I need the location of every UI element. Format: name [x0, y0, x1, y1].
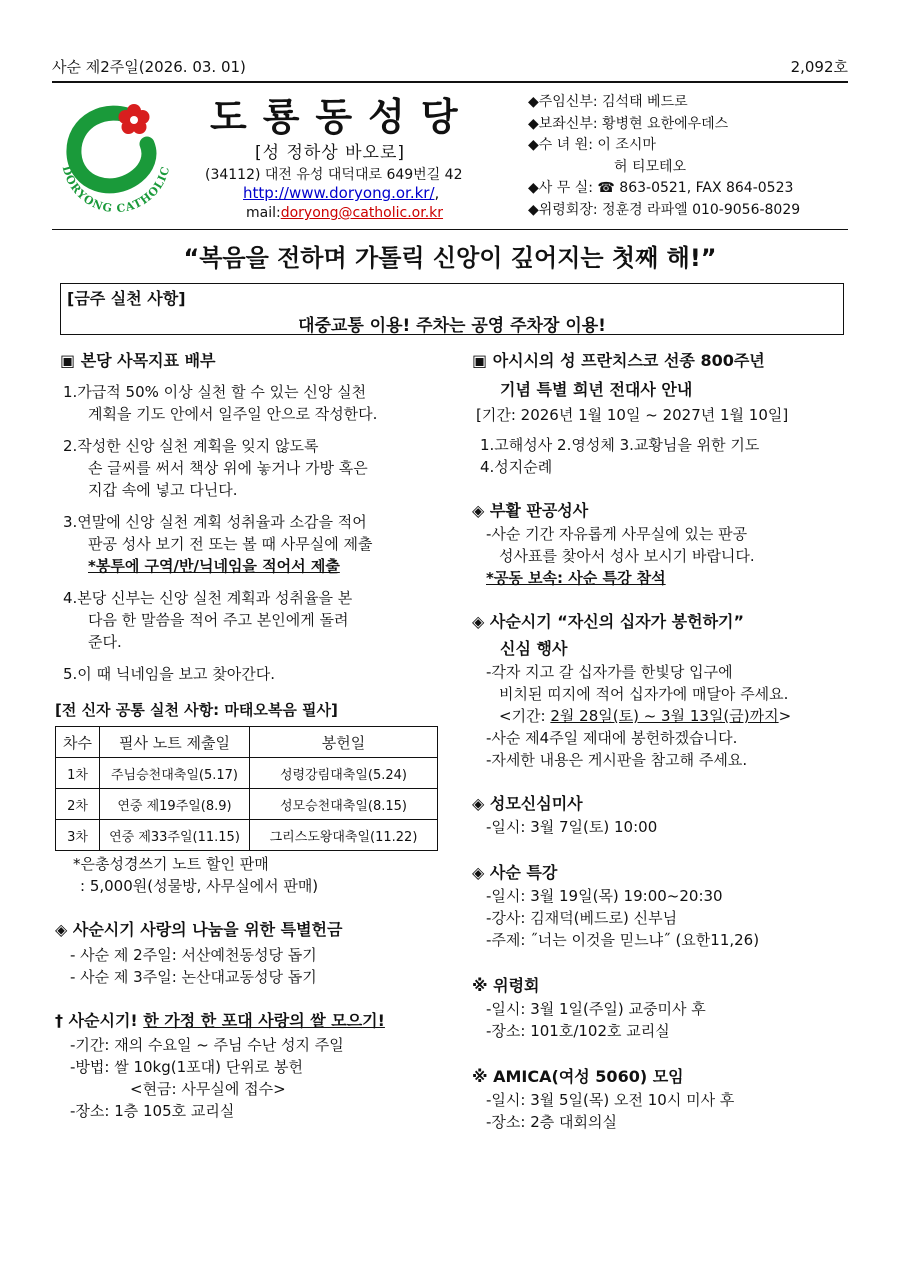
cross-line-1: -각자 지고 갈 십자가를 한빛당 입구에 [486, 663, 733, 681]
confession-line-2: 성사표를 찾아서 성사 보시기 바랍니다. [499, 547, 755, 565]
table-header-cell: 필사 노트 제출일 [100, 727, 250, 758]
pastoral-item-2-line-1: 2.작성한 신앙 실천 계획을 잊지 않도록 [63, 437, 319, 455]
lecture-line-1: -일시: 3월 19일(목) 19:00~20:30 [486, 887, 723, 905]
pastoral-item-4-line-2: 다음 한 말씀을 적어 주고 본인에게 돌려 [88, 611, 349, 629]
rice-title-prefix: † 사순시기! [55, 1011, 144, 1030]
amica-title: ※ AMICA(여성 5060) 모임 [472, 1067, 684, 1086]
table-cell: 연중 제33주일(11.15) [100, 820, 250, 851]
rice-period: -기간: 재의 수요일 ~ 주님 수난 성지 주일 [70, 1036, 344, 1054]
cross-line-2: 비치된 띠지에 적어 십자가에 매달아 주세요. [499, 685, 789, 703]
table-cell: 성령강림대축일(5.24) [250, 758, 438, 789]
doryong-catholic-logo [52, 96, 182, 216]
staff-office: ◆사 무 실: ☎ 863-0521, FAX 864-0523 [528, 180, 794, 196]
mass-title: ◈ 성모신심미사 [472, 794, 583, 813]
table-row [56, 758, 438, 789]
bible-copy-table [55, 726, 438, 851]
pastoral-item-4-line-3: 준다. [88, 633, 122, 651]
table-cell: 연중 제19주일(8.9) [100, 789, 250, 820]
pastoral-item-1-line-1: 1.가급적 50% 이상 실천 할 수 있는 신앙 실천 [63, 383, 367, 401]
table-cell: 3차 [56, 820, 100, 851]
table-cell: 성모승천대축일(8.15) [250, 789, 438, 820]
memorial-line-2: -장소: 101호/102호 교리실 [486, 1022, 670, 1040]
pastoral-item-5-line-1: 5.이 때 닉네임을 보고 찾아간다. [63, 665, 276, 683]
amica-line-1: -일시: 3월 5일(목) 오전 10시 미사 후 [486, 1091, 735, 1109]
bible-note-1: *은총성경쓰기 노트 할인 판매 [73, 855, 269, 873]
mail-line [246, 205, 443, 221]
staff-assistant: ◆보좌신부: 황병현 요한에우데스 [528, 115, 729, 132]
pastoral-item-3-line-3: *봉투에 구역/반/닉네임을 적어서 제출 [88, 557, 340, 575]
lecture-line-3: -주제: ˝너는 이것을 믿느냐˝ (요한11,26) [486, 931, 760, 949]
jubilee-items-2: 4.성지순례 [480, 458, 553, 476]
lecture-title: ◈ 사순 특강 [472, 863, 558, 882]
issue-number: 2,092호 [790, 58, 848, 76]
pastoral-item-4 [63, 587, 445, 653]
memorial-title: ※ 위령회 [472, 976, 540, 995]
table-cell: 2차 [56, 789, 100, 820]
top-bar [52, 56, 848, 77]
table-cell: 그리스도왕대축일(11.22) [250, 820, 438, 851]
rice-title [55, 1008, 445, 1031]
weekly-practice-box [60, 283, 844, 335]
staff-memorial-head: ◆위령회장: 정훈경 라파엘 010-9056-8029 [528, 201, 801, 218]
jubilee-period: [기간: 2026년 1월 10일 ~ 2027년 1월 10일] [476, 406, 789, 424]
pastoral-title: ▣ 본당 사목지표 배부 [60, 351, 216, 370]
table-header-cell: 차수 [56, 727, 100, 758]
top-divider [52, 81, 848, 83]
parish-address: (34112) 대전 유성 대덕대로 649번길 42 [205, 167, 463, 183]
mail-label: mail: [246, 205, 281, 221]
website-link[interactable]: http://www.doryong.or.kr/ [243, 184, 435, 202]
slogan: “복음을 전하며 가톨릭 신앙이 깊어지는 첫째 해!” [183, 244, 717, 272]
weekly-practice-text: 대중교통 이용! 주차는 공영 주차장 이용! [298, 316, 606, 336]
amica-line-2: -장소: 2층 대회의실 [486, 1113, 617, 1131]
patron-saint: [성 정하상 바오로] [255, 143, 406, 163]
table-row [56, 789, 438, 820]
cross-line-3 [474, 705, 852, 727]
confession-title: ◈ 부활 판공성사 [472, 501, 589, 520]
pastoral-item-3-line-2: 판공 성사 보기 전 또는 볼 때 사무실에 제출 [88, 535, 373, 553]
parish-name: 도룡동성당 [210, 95, 474, 139]
rice-place: -장소: 1층 105호 교리실 [70, 1102, 235, 1120]
logo-text: DORYONG CATHOLIC [59, 164, 173, 216]
pastoral-item-1 [63, 381, 445, 425]
header-divider [52, 229, 848, 230]
staff-sister-2: 허 티모테오 [614, 158, 687, 175]
cross-period-prefix: <기간: [499, 707, 551, 725]
cross-title-1: ◈ 사순시기 “자신의 십자가 봉헌하기” [472, 612, 745, 631]
website-suffix: , [434, 184, 440, 202]
staff-pastor: ◆주임신부: 김석태 베드로 [528, 94, 688, 110]
offering-title: ◈ 사순시기 사랑의 나눔을 위한 특별헌금 [55, 920, 343, 939]
bible-copy-title: [전 신자 공통 실천 사항: 마태오복음 필사] [55, 701, 338, 719]
pastoral-item-5 [63, 663, 445, 685]
weekly-practice-title: [금주 실천 사항] [67, 289, 186, 308]
offering-item-2: - 사순 제 3주일: 논산대교동성당 돕기 [70, 968, 317, 986]
table-cell: 1차 [56, 758, 100, 789]
pastoral-item-4-line-1: 4.본당 신부는 신앙 실천 계획과 성취율을 본 [63, 589, 353, 607]
cross-title-2: 신심 행사 [500, 639, 568, 658]
table-row [56, 820, 438, 851]
lecture-line-2: -강사: 김재덕(베드로) 신부님 [486, 909, 678, 927]
cross-period-suffix: > [778, 707, 792, 725]
pastoral-item-3-line-1: 3.연말에 신앙 실천 계획 성취율과 소감을 적어 [63, 513, 367, 531]
rice-title-underlined: 한 가정 한 포대 사랑의 쌀 모으기! [143, 1011, 385, 1030]
staff-list [528, 92, 800, 221]
table-cell: 주님승천대축일(5.17) [100, 758, 250, 789]
pastoral-item-2-line-2: 손 글씨를 써서 책상 위에 놓거나 가방 혹은 [88, 459, 368, 477]
left-column [55, 348, 445, 1122]
jubilee-items-1: 1.고해성사 2.영성체 3.교황님을 위한 기도 [480, 436, 760, 454]
jubilee-title-1: ▣ 아시시의 성 프란치스코 선종 800주년 [472, 351, 765, 370]
cross-line-5: -자세한 내용은 게시판을 참고해 주세요. [486, 751, 748, 769]
offering-item-1: - 사순 제 2주일: 서산예천동성당 돕기 [70, 946, 317, 964]
table-header-cell: 봉헌일 [250, 727, 438, 758]
pastoral-item-2-line-3: 지갑 속에 넣고 다닌다. [88, 481, 238, 499]
pastoral-item-3 [63, 511, 445, 577]
rice-cash: <현금: 사무실에 접수> [130, 1080, 286, 1098]
confession-line-3: *공동 보속: 사순 특강 참석 [486, 569, 666, 587]
cross-period-dates: 2월 28일(토) ~ 3월 13일(금)까지 [550, 707, 779, 725]
bible-note-2: : 5,000원(성물방, 사무실에서 판매) [80, 877, 319, 895]
table-header-row [56, 727, 438, 758]
right-column [472, 348, 852, 1133]
memorial-line-1: -일시: 3월 1일(주일) 교중미사 후 [486, 1000, 706, 1018]
pastoral-item-2 [63, 435, 445, 501]
website-line [243, 184, 439, 202]
mass-line-1: -일시: 3월 7일(토) 10:00 [486, 818, 658, 836]
confession-line-1: -사순 기간 자유롭게 사무실에 있는 판공 [486, 525, 748, 543]
jubilee-title-2: 기념 특별 희년 전대사 안내 [500, 380, 693, 399]
rice-method: -방법: 쌀 10kg(1포대) 단위로 봉헌 [70, 1058, 303, 1076]
cross-line-4: -사순 제4주일 제대에 봉헌하겠습니다. [486, 729, 738, 747]
bulletin-date: 사순 제2주일(2026. 03. 01) [52, 58, 246, 76]
staff-sisters: ◆수 녀 원: 이 조시마 [528, 137, 656, 153]
mail-link[interactable]: doryong@catholic.or.kr [280, 205, 444, 221]
pastoral-item-1-line-2: 계획을 기도 안에서 일주일 안으로 작성한다. [88, 405, 378, 423]
